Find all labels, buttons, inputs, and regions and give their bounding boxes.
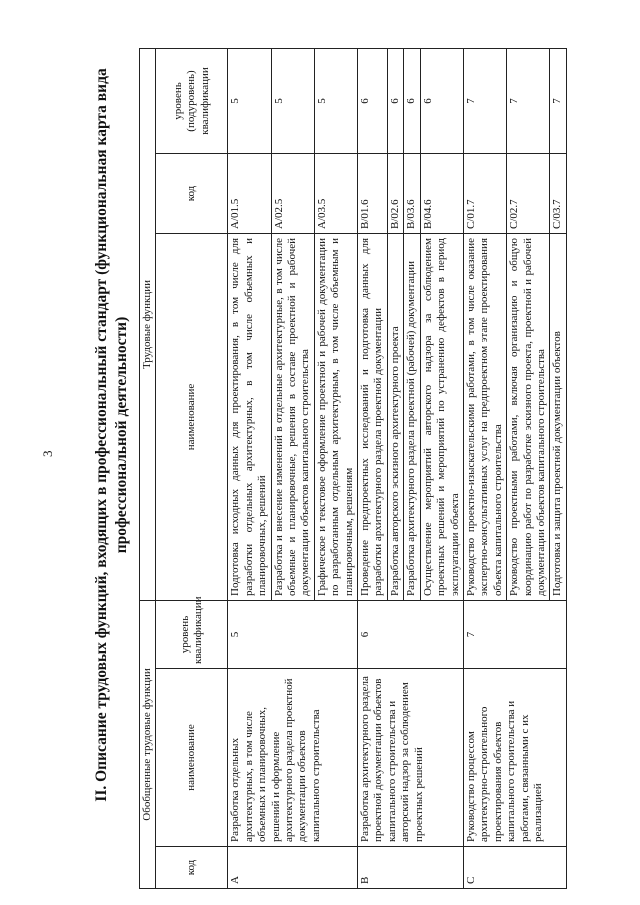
- function-name: Подготовка и защита проектной документации объектов: [550, 233, 566, 600]
- function-level: 5: [228, 48, 271, 153]
- function-name: Руководство проектными работами, включая организацию и общую координацию работ по разработке эскизного проекта, проектной и рабочей документации объектов капитального строительства: [507, 233, 550, 600]
- function-code: C/01.7: [463, 153, 506, 233]
- function-level: 6: [387, 48, 403, 153]
- section-title: [92, 55, 132, 815]
- group-code: B: [358, 847, 464, 889]
- table-row: [463, 48, 506, 888]
- header-generalized: Обобщенные трудовые функции: [140, 600, 156, 888]
- function-level: 5: [314, 48, 357, 153]
- function-name: Руководство проектно-изыскательскими работами, в том числе оказание экспертно-консультативных услуг на предпроектном этапе проектирования объекта капитального строительства: [463, 233, 506, 600]
- group-name: Руководство процессом архитектурно-строительного проектирования объектов капитального строительства и работами, связанными с их реализацией: [463, 669, 566, 847]
- function-level: 7: [550, 48, 566, 153]
- function-code: A/03.5: [314, 153, 357, 233]
- group-name: Разработка отдельных архитектурных, в том числе объемных и планировочных, решений и оформление архитектурного раздела проектной документации объектов капитального строительства: [228, 669, 358, 847]
- function-name: Разработка авторского эскизного архитектурного проекта: [387, 233, 403, 600]
- header-labor-code: код: [156, 153, 228, 233]
- header-level: уровень квалификации: [156, 600, 228, 668]
- function-name: Графическое и текстовое оформление проектной и рабочей документации по разработанным отдельным архитектурным, в том числе объемным и планировочным, решениям: [314, 233, 357, 600]
- header-sublevel: уровень (подуровень) квалификации: [156, 48, 228, 153]
- title-line-2: профессиональной деятельности): [113, 316, 130, 554]
- function-code: A/01.5: [228, 153, 271, 233]
- function-level: 7: [463, 48, 506, 153]
- table-row: [228, 48, 271, 888]
- table-row: [358, 48, 388, 888]
- function-level: 6: [420, 48, 463, 153]
- group-code: A: [228, 847, 358, 889]
- function-level: 7: [507, 48, 550, 153]
- header-name: наименование: [156, 669, 228, 847]
- function-name: Осуществление мероприятий авторского надзора за соблюдением проектных решений и мероприятий по устранению дефектов в период эксплуатации объекта: [420, 233, 463, 600]
- title-line-1: II. Описание трудовых функций, входящих в профессиональный стандарт (функциональная карта вида: [93, 68, 110, 802]
- function-code: B/01.6: [358, 153, 388, 233]
- function-code: A/02.5: [271, 153, 314, 233]
- function-code: C/03.7: [550, 153, 566, 233]
- function-level: 5: [271, 48, 314, 153]
- header-labor-functions: Трудовые функции: [140, 48, 156, 600]
- function-name: Подготовка исходных данных для проектирования, в том числе для разработки отдельных архитектурных, в том числе объемных и планировочных, решений: [228, 233, 271, 600]
- function-name: Проведение предпроектных исследований и подготовка данных для разработки архитектурного раздела проектной документации: [358, 233, 388, 600]
- group-name: Разработка архитектурного раздела проектной документации объектов капитального строительства и авторский надзор за соблюдением проектных решений: [358, 669, 464, 847]
- group-code: C: [463, 847, 566, 889]
- group-level: 7: [463, 600, 566, 668]
- group-level: 6: [358, 600, 464, 668]
- header-code: код: [156, 847, 228, 889]
- function-code: B/03.6: [404, 153, 420, 233]
- function-code: C/02.7: [507, 153, 550, 233]
- function-level: 6: [358, 48, 388, 153]
- function-code: B/04.6: [420, 153, 463, 233]
- group-level: 5: [228, 600, 358, 668]
- header-labor-name: наименование: [156, 233, 228, 600]
- page-number: 3: [40, 450, 55, 457]
- functional-map-table: [139, 48, 567, 889]
- function-code: B/02.6: [387, 153, 403, 233]
- function-name: Разработка архитектурного раздела проектной (рабочей) документации: [404, 233, 420, 600]
- function-level: 6: [404, 48, 420, 153]
- function-name: Разработка и внесение изменений в отдельные архитектурные, в том числе объемные и планировочные, решения в составе проектной и рабочей документации объектов капитального строительства: [271, 233, 314, 600]
